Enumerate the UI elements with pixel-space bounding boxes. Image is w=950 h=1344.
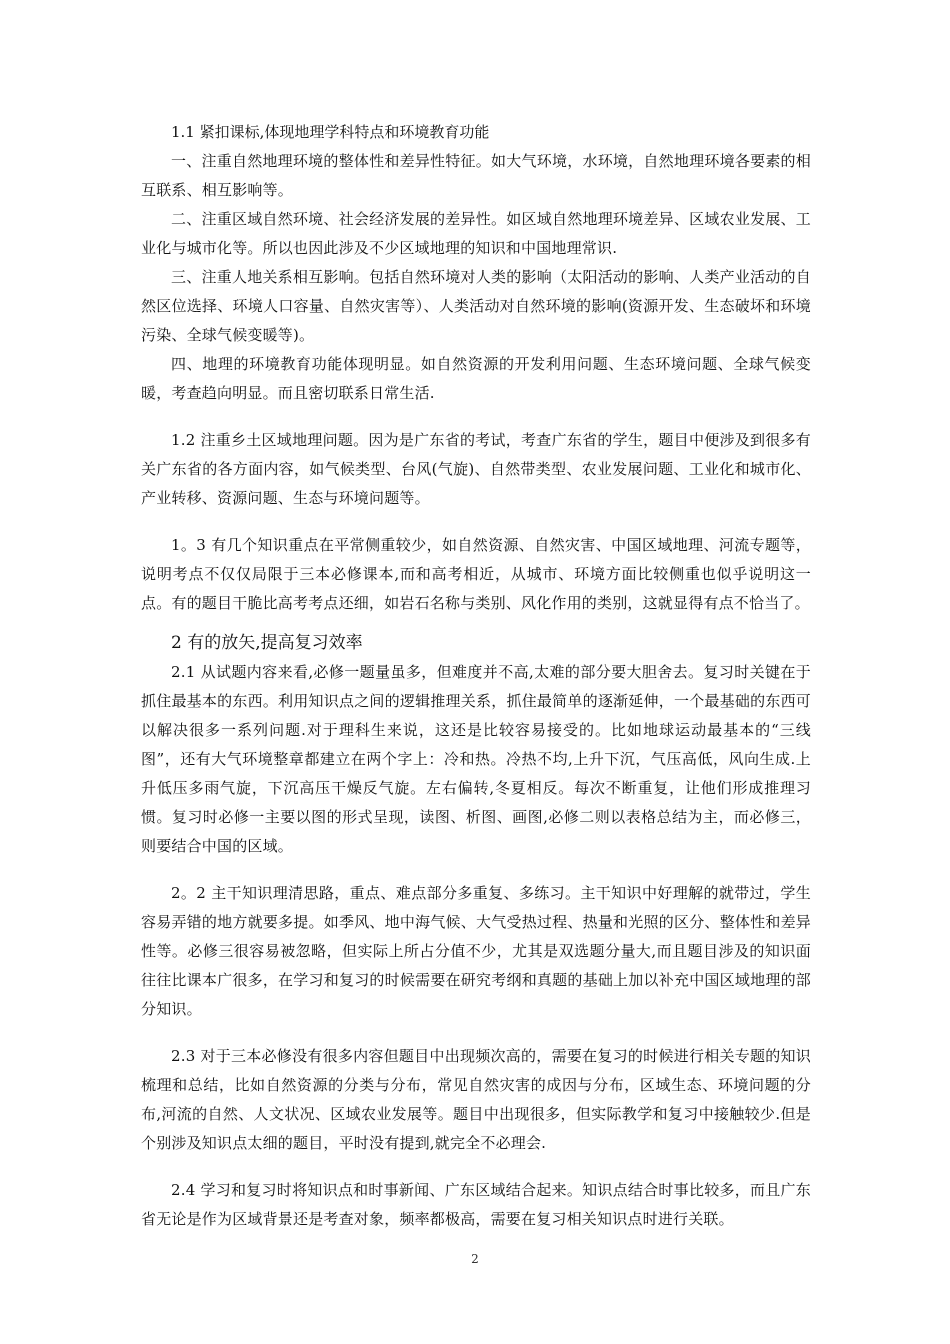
spacer <box>141 408 811 426</box>
section-2-3-paragraph: 2.3 对于三本必修没有很多内容但题目中出现频次高的，需要在复习的时候进行相关专题的知识梳理和总结，比如自然资源的分类与分布，常见自然灾害的成因与分布，区域生态、环境问题的分布,河流的自然、人文状况、区域农业发展等。题目中出现很多，但实际教学和复习中接触较少.但是个别涉及知识点太细的题目，平时没有提到,就完全不必理会. <box>141 1047 811 1152</box>
spacer <box>141 1158 811 1176</box>
section-1-1-paragraph-3: 三、注重人地关系相互影响。包括自然环境对人类的影响（太阳活动的影响、人类产业活动的自然区位选择、环境人口容量、自然灾害等）、人类活动对自然环境的影响(资源开发、生态破坏和环境污染、全球气候变暖等)。 <box>141 268 811 344</box>
spacer <box>141 861 811 879</box>
section-1-2-paragraph: 1.2 注重乡土区域地理问题。因为是广东省的考试，考查广东省的学生，题目中便涉及到很多有关广东省的各方面内容，如气候类型、台风(气旋)、自然带类型、农业发展问题、工业化和城市化、产业转移、资源问题、生态与环境问题等。 <box>141 431 811 507</box>
document-body <box>141 118 811 1234</box>
section-1-1-paragraph-4: 四、地理的环境教育功能体现明显。如自然资源的开发利用问题、生态环境问题、全球气候变暖，考查趋向明显。而且密切联系日常生活. <box>141 355 811 402</box>
section-1-1-heading: 1.1 紧扣课标,体现地理学科特点和环境教育功能 <box>171 123 490 141</box>
section-1-1-paragraph-1: 一、注重自然地理环境的整体性和差异性特征。如大气环境，水环境，自然地理环境各要素的相互联系、相互影响等。 <box>141 152 811 199</box>
section-2-heading: 2 有的放矢,提高复习效率 <box>171 633 363 653</box>
page-number: 2 <box>471 1252 479 1266</box>
section-1-1-paragraph-2: 二、注重区域自然环境、社会经济发展的差异性。如区域自然地理环境差异、区域农业发展、工业化与城市化等。所以也因此涉及不少区域地理的知识和中国地理常识. <box>141 210 811 257</box>
section-2-1-paragraph: 2.1 从试题内容来看,必修一题量虽多，但难度并不高,太难的部分要大胆舍去。复习时关键在于抓住最基本的东西。利用知识点之间的逻辑推理关系，抓住最简单的逐渐延伸，一个最基础的东西可以解决很多一系列问题.对于理科生来说，这还是比较容易接受的。比如地球运动最基本的“三线图”，还有大气环境整章都建立在两个字上：冷和热。冷热不均,上升下沉，气压高低，风向生成.上升低压多雨气旋，下沉高压干燥反气旋。左右偏转,冬夏相反。每次不断重复，让他们形成推理习惯。复习时必修一主要以图的形式呈现，读图、析图、画图,必修二则以表格总结为主，而必修三，则要结合中国的区域。 <box>141 663 811 855</box>
section-2-4-paragraph: 2.4 学习和复习时将知识点和时事新闻、广东区域结合起来。知识点结合时事比较多，而且广东省无论是作为区域背景还是考查对象，频率都极高，需要在复习相关知识点时进行关联。 <box>141 1181 811 1228</box>
spacer <box>141 618 811 628</box>
spacer <box>141 1024 811 1042</box>
section-2-2-paragraph: 2。2 主干知识理清思路，重点、难点部分多重复、多练习。主干知识中好理解的就带过，学生容易弄错的地方就要多提。如季风、地中海气候、大气受热过程、热量和光照的区分、整体性和差异性等。必修三很容易被忽略，但实际上所占分值不少，尤其是双选题分量大,而且题目涉及的知识面往往比课本广很多，在学习和复习的时候需要在研究考纲和真题的基础上加以补充中国区域地理的部分知识。 <box>141 884 811 1018</box>
section-1-3-paragraph: 1。3 有几个知识重点在平常侧重较少，如自然资源、自然灾害、中国区域地理、河流专题等，说明考点不仅仅局限于三本必修课本,而和高考相近，从城市、环境方面比较侧重也似乎说明这一点。有的题目干脆比高考考点还细，如岩石名称与类别、风化作用的类别，这就显得有点不恰当了。 <box>141 536 811 612</box>
spacer <box>141 513 811 531</box>
